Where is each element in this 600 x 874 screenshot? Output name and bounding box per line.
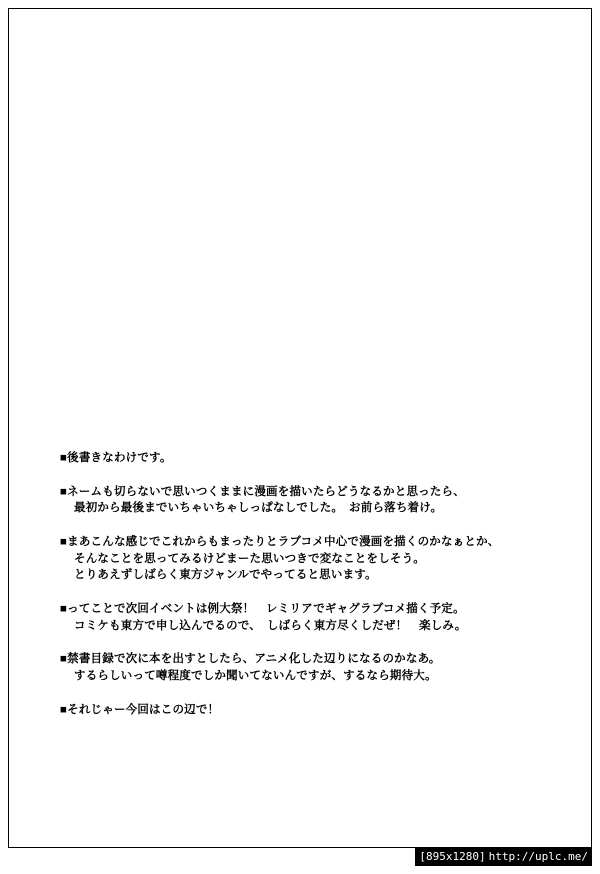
afterword-line: ■それじゃー今回はこの辺で！ (60, 703, 220, 716)
afterword-line: ■まあこんな感じでこれからもまったりとラブコメ中心で漫画を描くのかなぁとか、 (60, 536, 500, 549)
afterword-line: とりあえずしばらく東方ジャンルでやってると思います。 (74, 569, 377, 582)
afterword-line: ■ネームも切らないで思いつくままに漫画を描いたらどうなるかと思ったら、 (60, 485, 465, 498)
afterword-line: そんなことを思ってみるけどまーた思いつきで変なことをしそう。 (74, 552, 425, 565)
afterword-paragraph (60, 702, 530, 719)
afterword-paragraph (60, 484, 530, 517)
afterword-line: ■後書きなわけです。 (60, 452, 172, 464)
image-source-url[interactable]: http://uplc.me/ (488, 850, 588, 863)
afterword-line: するらしいって噂程度でしか聞いてないんですが、するなら期待大。 (74, 670, 437, 683)
page-border (8, 8, 592, 848)
afterword-line: 最初から最後までいちゃいちゃしっぱなしでした。 お前ら落ち着け。 (74, 502, 443, 515)
afterword-paragraph (60, 534, 530, 584)
image-dimensions-label: [895x1280] (419, 850, 486, 863)
afterword-paragraph (60, 450, 530, 467)
afterword-text-block (60, 450, 530, 718)
afterword-line: ■禁書目録で次に本を出すとしたら、アニメ化した辺りになるのかなあ。 (60, 653, 441, 666)
image-info-bar (415, 847, 592, 866)
afterword-paragraph (60, 601, 530, 634)
afterword-line: コミケも東方で申し込んでるので、 しばらく東方尽くしだぜ！ 楽しみ。 (74, 619, 467, 632)
afterword-line: ■ってことで次回イベントは例大祭！ レミリアでギャグラブコメ描く予定。 (60, 603, 465, 616)
afterword-paragraph (60, 651, 530, 684)
